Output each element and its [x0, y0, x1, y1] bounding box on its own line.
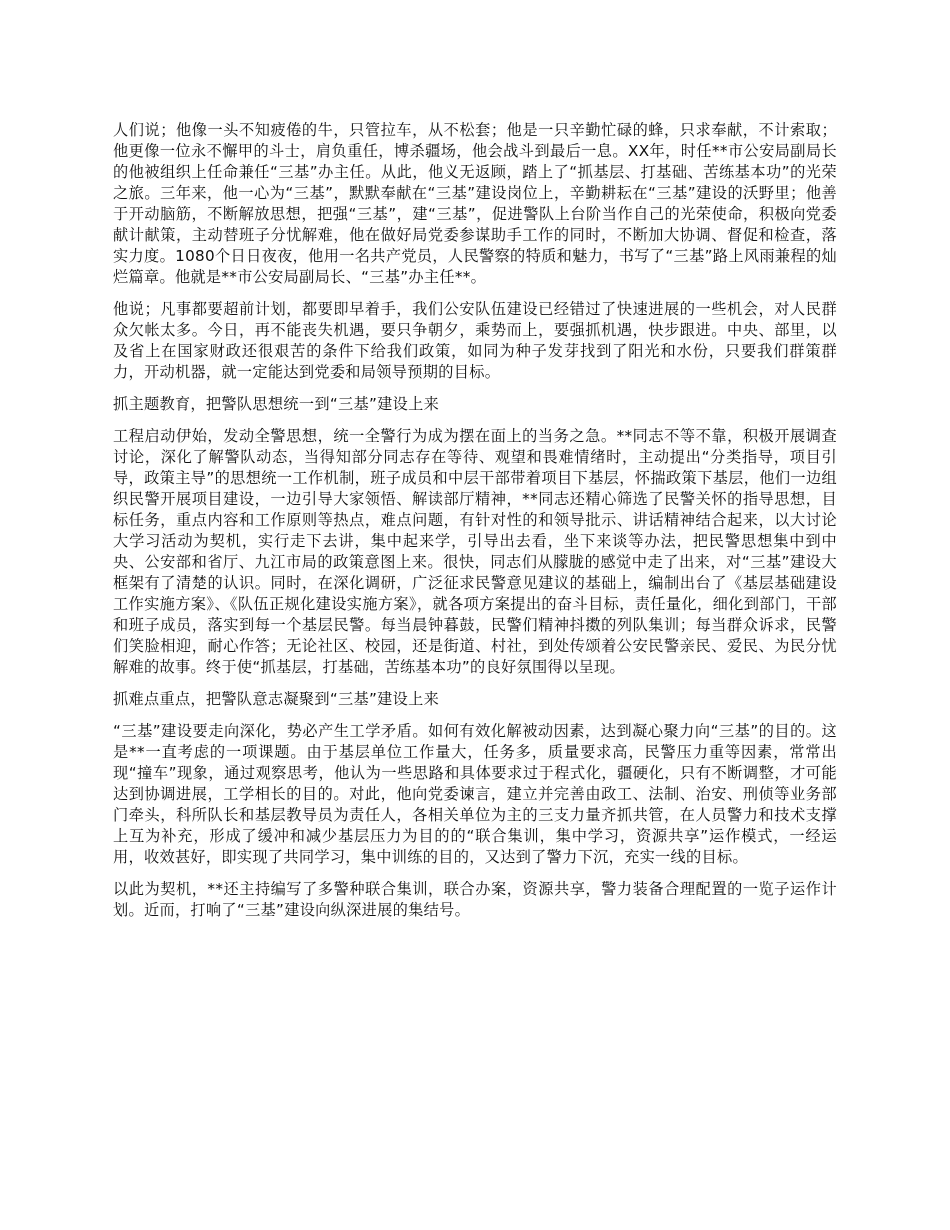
- paragraph-quote: 他说；凡事都要超前计划，都要即早着手，我们公安队伍建设已经错过了快速进展的一些机会，对人民群众欠帐太多。今日，再不能丧失机遇，要只争朝夕，乘势而上，要强抓机遇，快步跟进。中央、部里，以及省上在国家财政还很艰苦的条件下给我们政策，如同为种子发芽找到了阳光和水份，只要我们群策群力，开动机器，就一定能达到党委和局领导预期的目标。: [113, 300, 837, 381]
- section-heading-difficulties: 抓难点重点，把警队意志凝聚到“三基”建设上来: [113, 690, 440, 708]
- paragraph-conclusion: 以此为契机，**还主持编写了多警种联合集训，联合办案，资源共享，警力装备合理配置的一览子运作计划。近而，打响了“三基”建设向纵深进展的集结号。: [113, 880, 837, 919]
- paragraph-intro: 人们说；他像一头不知疲倦的牛，只管拉车，从不松套；他是一只辛勤忙碌的蜂，只求奉献，不计索取；他更像一位永不懈甲的斗士，肩负重任，博杀疆场，他会战斗到最后一息。XX年，时任**市公安局副局长的他被组织上任命兼任“三基”办主任。从此，他义无返顾，踏上了“抓基层、打基础、苦练基本功”的光荣之旅。三年来，他一心为“三基”，默默奉献在“三基”建设岗位上，辛勤耕耘在“三基”建设的沃野里；他善于开动脑筋，不断解放思想，把强“三基”，建“三基”，促进警队上台阶当作自己的光荣使命，积极向党委献计献策，主动替班子分忧解难，他在做好局党委参谋助手工作的同时，不断加大协调、督促和检查，落实力度。1080个日日夜夜，他用一名共产党员，人民警察的特质和魅力，书写了“三基”路上风雨兼程的灿烂篇章。他就是**市公安局副局长、“三基”办主任**。: [113, 121, 837, 286]
- paragraph-difficulties: “三基”建设要走向深化，势必产生工学矛盾。如何有效化解被动因素，达到凝心聚力向“三基”的目的。这是**一直考虑的一项课题。由于基层单位工作量大，任务多，质量要求高，民警压力重等因素，常常出现“撞车”现象，通过观察思考，他认为一些思路和具体要求过于程式化，疆硬化，只有不断调整，才可能达到协调进展，工学相长的目的。对此，他向党委谏言，建立并完善由政工、法制、治安、刑侦等业务部门牵头，科所队长和基层教导员为责任人，各相关单位为主的三支力量齐抓共管，在人员警力和技术支撑上互为补充，形成了缓冲和减少基层压力为目的的“联合集训，集中学习，资源共享”运作模式，一经运用，收效甚好，即实现了共同学习，集中训练的目的，又达到了警力下沉，充实一线的目标。: [113, 722, 837, 866]
- paragraph-education: 工程启动伊始，发动全警思想，统一全警行为成为摆在面上的当务之急。**同志不等不靠，积极开展调查讨论，深化了解警队动态，当得知部分同志存在等待、观望和畏难情绪时，主动提出“分类指导，项目引导，政策主导”的思想统一工作机制，班子成员和中层干部带着项目下基层，怀揣政策下基层，他们一边组织民警开展项目建设，一边引导大家领悟、解读部厅精神，**同志还精心筛选了民警关怀的指导思想，目标任务，重点内容和工作原则等热点，难点问题，有针对性的和领导批示、讲话精神结合起来，以大讨论大学习活动为契机，实行走下去讲，集中起来学，引导出去看，坐下来谈等办法，把民警思想集中到中央、公安部和省厅、九江市局的政策意图上来。很快，同志们从朦胧的感觉中走了出来，对“三基”建设大框架有了清楚的认识。同时，在深化调研，广泛征求民警意见建议的基础上，编制出台了《基层基础建设工作实施方案》、《队伍正规化建设实施方案》，就各项方案提出的奋斗目标，责任量化，细化到部门，干部和班子成员，落实到每一个基层民警。每当晨钟暮鼓，民警们精神抖擞的列队集训；每当群众诉求，民警们笑脸相迎，耐心作答；无论社区、校园，还是街道、村社，到处传颂着公安民警亲民、爱民、为民分忧解难的故事。终于使“抓基层，打基础，苦练基本功”的良好氛围得以呈现。: [113, 427, 837, 676]
- section-heading-education: 抓主题教育，把警队思想统一到“三基”建设上来: [113, 395, 440, 413]
- document-page: [113, 120, 837, 932]
